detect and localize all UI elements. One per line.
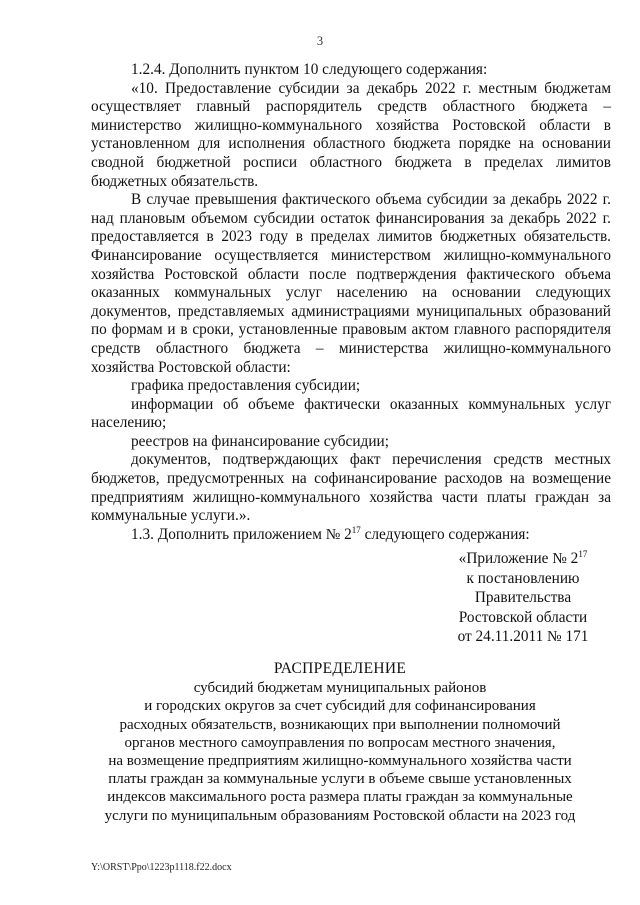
appendix-line-2: к постановлению xyxy=(466,569,580,587)
distribution-heading: РАСПРЕДЕЛЕНИЕ xyxy=(273,660,407,677)
appendix-header xyxy=(418,549,628,647)
distribution-line: и городских округов за счет субсидий для софинансирования xyxy=(144,698,536,715)
distribution-line: индексов максимального роста размера платы граждан за коммунальные xyxy=(107,789,573,806)
appendix-superscript: 17 xyxy=(578,549,588,559)
distribution-title-block xyxy=(70,660,610,825)
list-item-schedule: графика предоставления субсидии; xyxy=(131,377,361,395)
distribution-line: на возмещение предприятиям жилищно-коммунального хозяйства части xyxy=(108,753,572,770)
appendix-number: «Приложение № 2 xyxy=(458,550,579,567)
add-appendix-tail: следующего содержания: xyxy=(360,525,530,543)
body-text xyxy=(91,61,611,544)
distribution-line: расходных обязательств, возникающих при выполнении полномочий xyxy=(119,716,561,733)
appendix-line-3: Правительства xyxy=(474,589,572,606)
distribution-line: органов местного самоуправления по вопросам местного значения, xyxy=(124,734,556,751)
appendix-line-4: Ростовской области xyxy=(458,608,588,626)
distribution-line: услуги по муниципальным образованиям Ростовской области на 2023 год xyxy=(104,807,576,824)
list-item-documents: документов, подтверждающих факт перечисления средств местных бюджетов, предусмотренных на софинансирование расходов на возмещение предприятиям жилищно-коммунального хозяйства части платы граждан за коммунальные услуги.». xyxy=(91,451,611,525)
distribution-line: субсидий бюджетам муниципальных районов xyxy=(193,680,487,697)
list-item-registers: реестров на финансирование субсидии; xyxy=(131,432,389,450)
paragraph-1: 1.2.4. Дополнить пунктом 10 следующего содержания: xyxy=(131,61,488,78)
appendix-line-5: от 24.11.2011 № 171 xyxy=(457,628,589,645)
add-appendix-superscript: 17 xyxy=(351,524,361,535)
list-item-volume-info: информации об объеме фактически оказанных коммунальных услуг населению; xyxy=(91,395,611,432)
appendix-line-1 xyxy=(418,549,628,569)
footer-file-path: Y:\ORST\Ppo\1223p1118.f22.docx xyxy=(91,862,232,873)
page-number: 3 xyxy=(316,34,324,48)
distribution-line: платы граждан за коммунальные услуги в объеме свыше установленных xyxy=(108,771,572,788)
add-appendix-text: 1.3. Дополнить приложением № 2 xyxy=(131,525,352,543)
paragraph-3: В случае превышения фактического объема субсидии за декабрь 2022 г. над плановым объемом субсидии остаток финансирования за декабрь 2022 г. предоставляется в 2023 году в пределах лимитов бюджетных обязательств. Финансирование осуществляется министерством жилищно-коммунального хозяйства Ростовской области после подтверждения фактического объема оказанных коммунальных услуг населению на основании следующих документов, представляемых администрациями муниципальных образований по формам и в сроки, установленные правовым актом главного распорядителя средств областного бюджета – министерства жилищно-коммунального хозяйства Ростовской области: xyxy=(91,191,611,376)
paragraph-2: «10. Предоставление субсидии за декабрь 2022 г. местным бюджетам осуществляет главный распорядитель средств областного бюджета – министерство жилищно-коммунального хозяйства Ростовской области в установленном для исполнения областного бюджета порядке на основании сводной бюджетной росписи областного бюджета в пределах лимитов бюджетных обязательств. xyxy=(91,79,611,190)
paragraph-add-appendix xyxy=(91,526,611,545)
